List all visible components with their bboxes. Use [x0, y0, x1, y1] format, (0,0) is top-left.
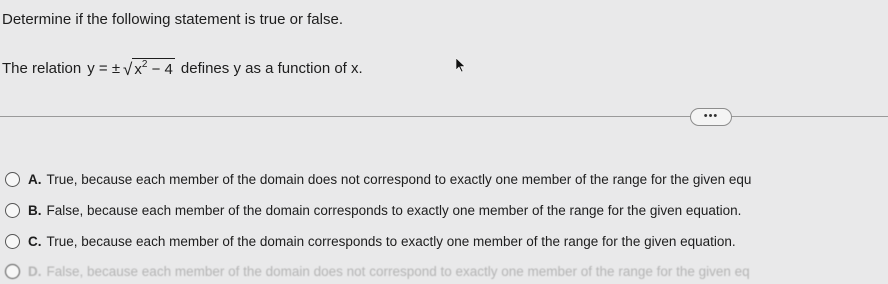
- option-a[interactable]: [5, 172, 751, 187]
- more-button[interactable]: •••: [690, 108, 732, 126]
- radicand-exponent: 2: [141, 59, 148, 70]
- radicand-base: x: [134, 61, 142, 78]
- question-statement: [2, 58, 363, 78]
- option-d[interactable]: [5, 264, 750, 279]
- question-prefix: The relation: [2, 59, 82, 77]
- mouse-pointer-icon: [456, 58, 467, 72]
- radio-button-a[interactable]: [5, 172, 20, 187]
- option-c-text: True, because each member of the domain corresponds to exactly one member of the range for the given equation.: [46, 234, 736, 249]
- equation: [87, 58, 175, 78]
- option-c-letter: C.: [28, 234, 42, 249]
- radical-sign-icon: √: [123, 60, 133, 80]
- option-b[interactable]: [5, 203, 741, 218]
- option-d-text: False, because each member of the domain does not correspond to exactly one member of the range for the given eq: [46, 264, 750, 279]
- radicand: [132, 58, 175, 78]
- question-suffix: defines y as a function of x.: [180, 59, 363, 77]
- option-a-text: True, because each member of the domain does not correspond to exactly one member of the range for the given equ: [46, 172, 752, 187]
- option-c[interactable]: [5, 234, 736, 249]
- option-b-letter: B.: [28, 203, 42, 218]
- section-divider: [0, 116, 888, 117]
- square-root: [123, 58, 175, 78]
- equation-lhs: y = ±: [87, 59, 121, 77]
- radio-button-b[interactable]: [5, 203, 20, 218]
- radio-button-c[interactable]: [5, 234, 20, 249]
- option-d-letter: D.: [28, 264, 42, 279]
- option-b-text: False, because each member of the domain corresponds to exactly one member of the range for the given equation.: [46, 203, 742, 218]
- radio-button-d[interactable]: [5, 264, 20, 279]
- instruction-text: Determine if the following statement is true or false.: [2, 11, 343, 28]
- option-a-letter: A.: [28, 172, 42, 187]
- radicand-rest: − 4: [151, 61, 173, 78]
